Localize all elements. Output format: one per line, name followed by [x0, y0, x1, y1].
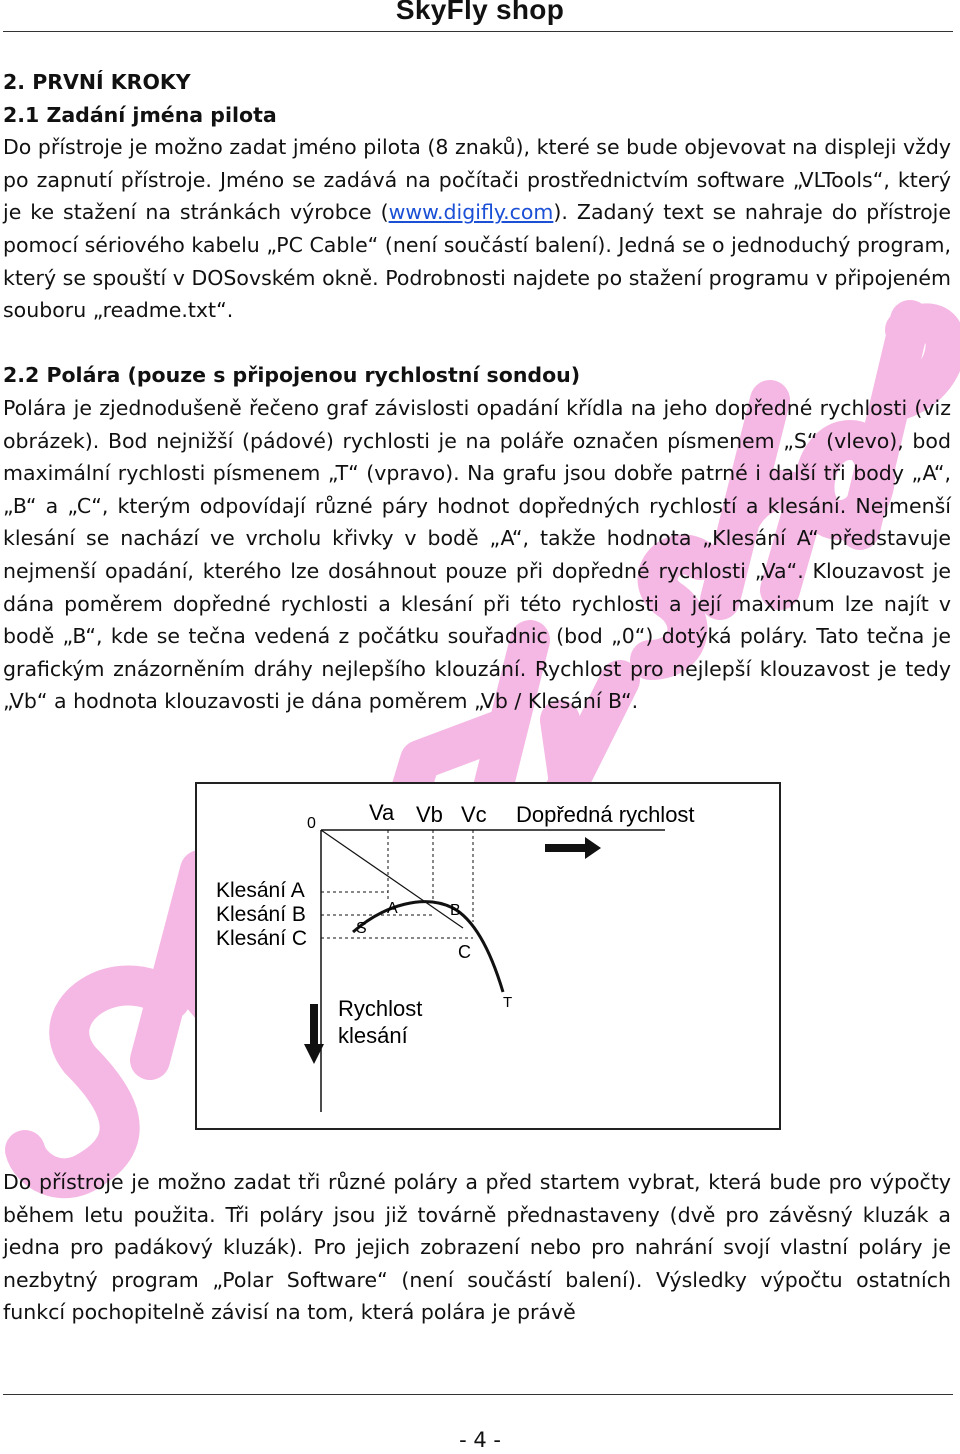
pilot-name-text-before-link: Do přístroje je možno zadat jméno pilota (8 znaků), které se bude objevovat na displeji vždy po zapnutí přístroje. Jméno se zadává na počítači prostřednictvím software „VLTools“, který je ke stažení na stránkách výrobce ( [3, 135, 951, 225]
chapter-heading: 2. PRVNÍ KROKY [3, 70, 191, 94]
pilot-name-paragraph [3, 131, 951, 327]
label-y-axis-line1: Rychlost [338, 996, 423, 1021]
label-vb: Vb [416, 802, 443, 827]
pilot-name-text-after-link: ). Zadaný text se nahraje do přístroje pomocí sériového kabelu „PC Cable“ (není součástí balení). Jedná se o jednoduchý program, který se spouští v DOSovském okně. Podrobnosti najdete po stažení programu v připojeném souboru „readme.txt“. [3, 200, 951, 323]
label-x-axis: Dopředná rychlost [516, 802, 695, 827]
section-heading-pilot-name: 2.1 Zadání jména pilota [3, 102, 277, 127]
label-sink-a: Klesání A [216, 879, 305, 902]
label-point-c: C [458, 942, 471, 962]
bottom-content [3, 1166, 951, 1329]
spacer [3, 327, 951, 360]
label-point-a: A [387, 900, 398, 917]
polar-paragraph: Polára je zjednodušeně řečeno graf závislosti opadání křídla na jeho dopředné rychlosti (viz obrázek). Bod nejnižší (pádové) rychlosti je na poláře označen písmenem „S“ (vlevo), bod maximální rychlosti písmenem „T“ (vpravo). Na grafu jsou dobře patrné i další tři body „A“, „B“ a „C“, kterým odpovídají různé páry hodnot dopředných rychlostí a klesání. Nejmenší klesání se nachází ve vrcholu křivky v bodě „A“, takže hodnota „Klesání A“ představuje nejmenší opadání, kterého lze dosáhnout pouze při dopředné rychlosti „Va“. Klouzavost je dána poměrem dopředné rychlosti a klesání při této rychlosti a její maximum lze najít v bodě „B“, kde se tečna vedená z počátku souřadnic (bod „0“) dotýká poláry. Tato tečna je grafickým znázorněním dráhy nejlepšího klouzání. Rychlost pro nejlepší klouzavost je tedy „Vb“ a hodnota klouzavosti je dána poměrem „Vb / Klesání B“. [3, 395, 951, 714]
section-heading-polar: 2.2 Polára (pouze s připojenou rychlostní sondou) [3, 363, 581, 388]
header-title: SkyFly shop [395, 0, 565, 25]
main-content [3, 66, 951, 718]
header-rule [3, 31, 953, 32]
label-point-s: S [356, 920, 367, 937]
label-va: Va [369, 800, 395, 825]
footer-rule [3, 1394, 953, 1395]
polar-figure [195, 782, 781, 1130]
label-y-axis-line2: klesání [338, 1023, 408, 1048]
label-sink-b: Klesání B [216, 903, 306, 926]
figure-frame [196, 783, 780, 1129]
label-origin: 0 [307, 815, 316, 832]
label-sink-c: Klesání C [216, 927, 308, 950]
digifly-link[interactable]: www.digifly.com [388, 200, 554, 225]
label-point-t: T [503, 994, 513, 1011]
page-number: - 4 - [459, 1428, 501, 1452]
polar-presets-paragraph: Do přístroje je možno zadat tři různé poláry a před startem vybrat, která bude pro výpočty během letu použita. Tři poláry jsou již továrně přednastaveny (dvě pro závěsný kluzák a jedna pro padákový kluzák). Pro jejich zobrazení nebo pro nahrání svojí vlastní poláry je nezbytný program „Polar Software“ (není součástí balení). Výsledky výpočtu ostatních funkcí pochopitelně závisí na tom, která polára je právě [3, 1170, 951, 1325]
label-point-b: B [450, 902, 461, 919]
label-vc: Vc [461, 802, 487, 827]
